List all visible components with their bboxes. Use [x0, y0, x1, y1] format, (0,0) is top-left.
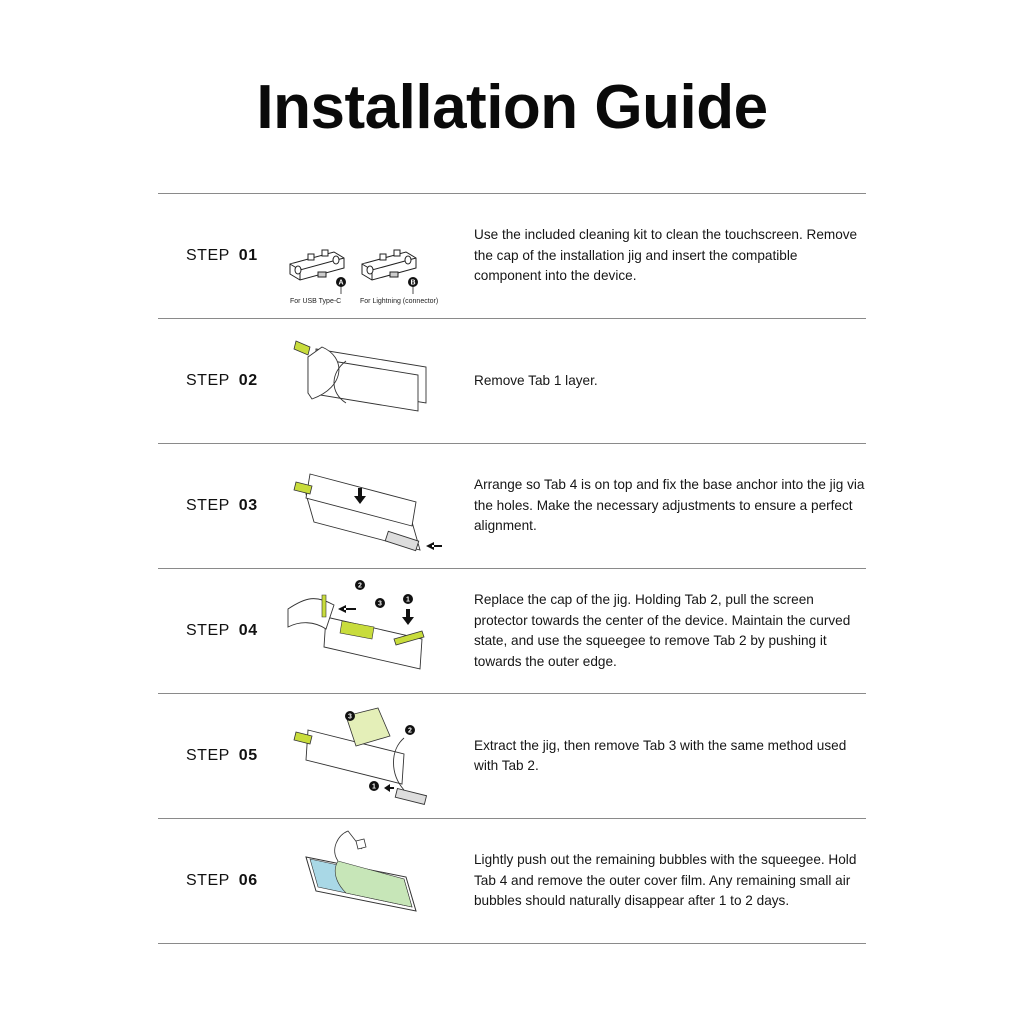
label-b: B [410, 279, 416, 287]
step-number: 01 [238, 247, 258, 264]
badge-tab3: 3 [348, 713, 352, 721]
film-remove-icon [286, 702, 466, 810]
step-word: STEP [186, 497, 230, 514]
badge-tab3: 3 [378, 600, 382, 608]
pull-tab2-illustration [286, 577, 466, 685]
step-label [186, 319, 258, 443]
film-peel-icon [286, 327, 466, 435]
caption-lightning: For Lightning (connector) [360, 298, 439, 305]
squeegee-icon [286, 577, 466, 685]
steps-list [158, 193, 866, 944]
step-description: Remove Tab 1 layer. [474, 372, 598, 388]
jig-caps-icon [286, 202, 466, 310]
badge-jig-cap: 1 [406, 596, 410, 604]
step-word: STEP [186, 372, 230, 389]
step-row-05 [158, 694, 866, 819]
caption-usb-c: For USB Type-C [290, 298, 342, 305]
step-row-01 [158, 194, 866, 319]
badge-jig: 1 [372, 783, 376, 791]
align-jig-illustration [286, 452, 466, 560]
step-description: Replace the cap of the jig. Holding Tab 2, pull the screen protector towards the center of the device. Maintain the curved state, and use the squeegee to remove Tab 2 by pushing it towards the outer edge. [474, 592, 851, 669]
step-row-02 [158, 319, 866, 444]
step-row-03 [158, 444, 866, 569]
jig-caps-illustration [286, 202, 466, 310]
step-word: STEP [186, 622, 230, 639]
phone-screen-icon [286, 827, 466, 935]
step-description: Use the included cleaning kit to clean the touchscreen. Remove the cap of the installation jig and insert the compatible component into the device. [474, 227, 858, 284]
step-description: Lightly push out the remaining bubbles with the squeegee. Hold Tab 4 and remove the outer cover film. Any remaining small air bubbles should naturally disappear after 1 to 2 days. [474, 852, 857, 909]
step-number: 06 [238, 872, 258, 889]
badge-tab2: 2 [408, 727, 412, 735]
step-row-04 [158, 569, 866, 694]
remove-tab1-illustration [286, 327, 466, 435]
step-row-06 [158, 819, 866, 944]
step-label [186, 194, 258, 318]
label-a: A [338, 279, 344, 287]
page-title: Installation Guide [256, 73, 768, 142]
step-description: Extract the jig, then remove Tab 3 with the same method used with Tab 2. [474, 737, 847, 773]
step-label [186, 569, 258, 693]
final-peel-illustration [286, 827, 466, 935]
step-label [186, 694, 258, 818]
step-label [186, 444, 258, 568]
step-description: Arrange so Tab 4 is on top and fix the base anchor into the jig via the holes. Make the necessary adjustments to ensure a perfect alignment. [474, 477, 865, 534]
step-label [186, 819, 258, 943]
step-word: STEP [186, 247, 230, 264]
step-number: 02 [238, 372, 258, 389]
step-number: 05 [238, 747, 258, 764]
phone-jig-icon [286, 452, 466, 560]
remove-tab3-illustration [286, 702, 466, 810]
step-number: 03 [238, 497, 258, 514]
step-word: STEP [186, 747, 230, 764]
badge-tab2: 2 [358, 582, 362, 590]
step-number: 04 [238, 622, 258, 639]
step-word: STEP [186, 872, 230, 889]
